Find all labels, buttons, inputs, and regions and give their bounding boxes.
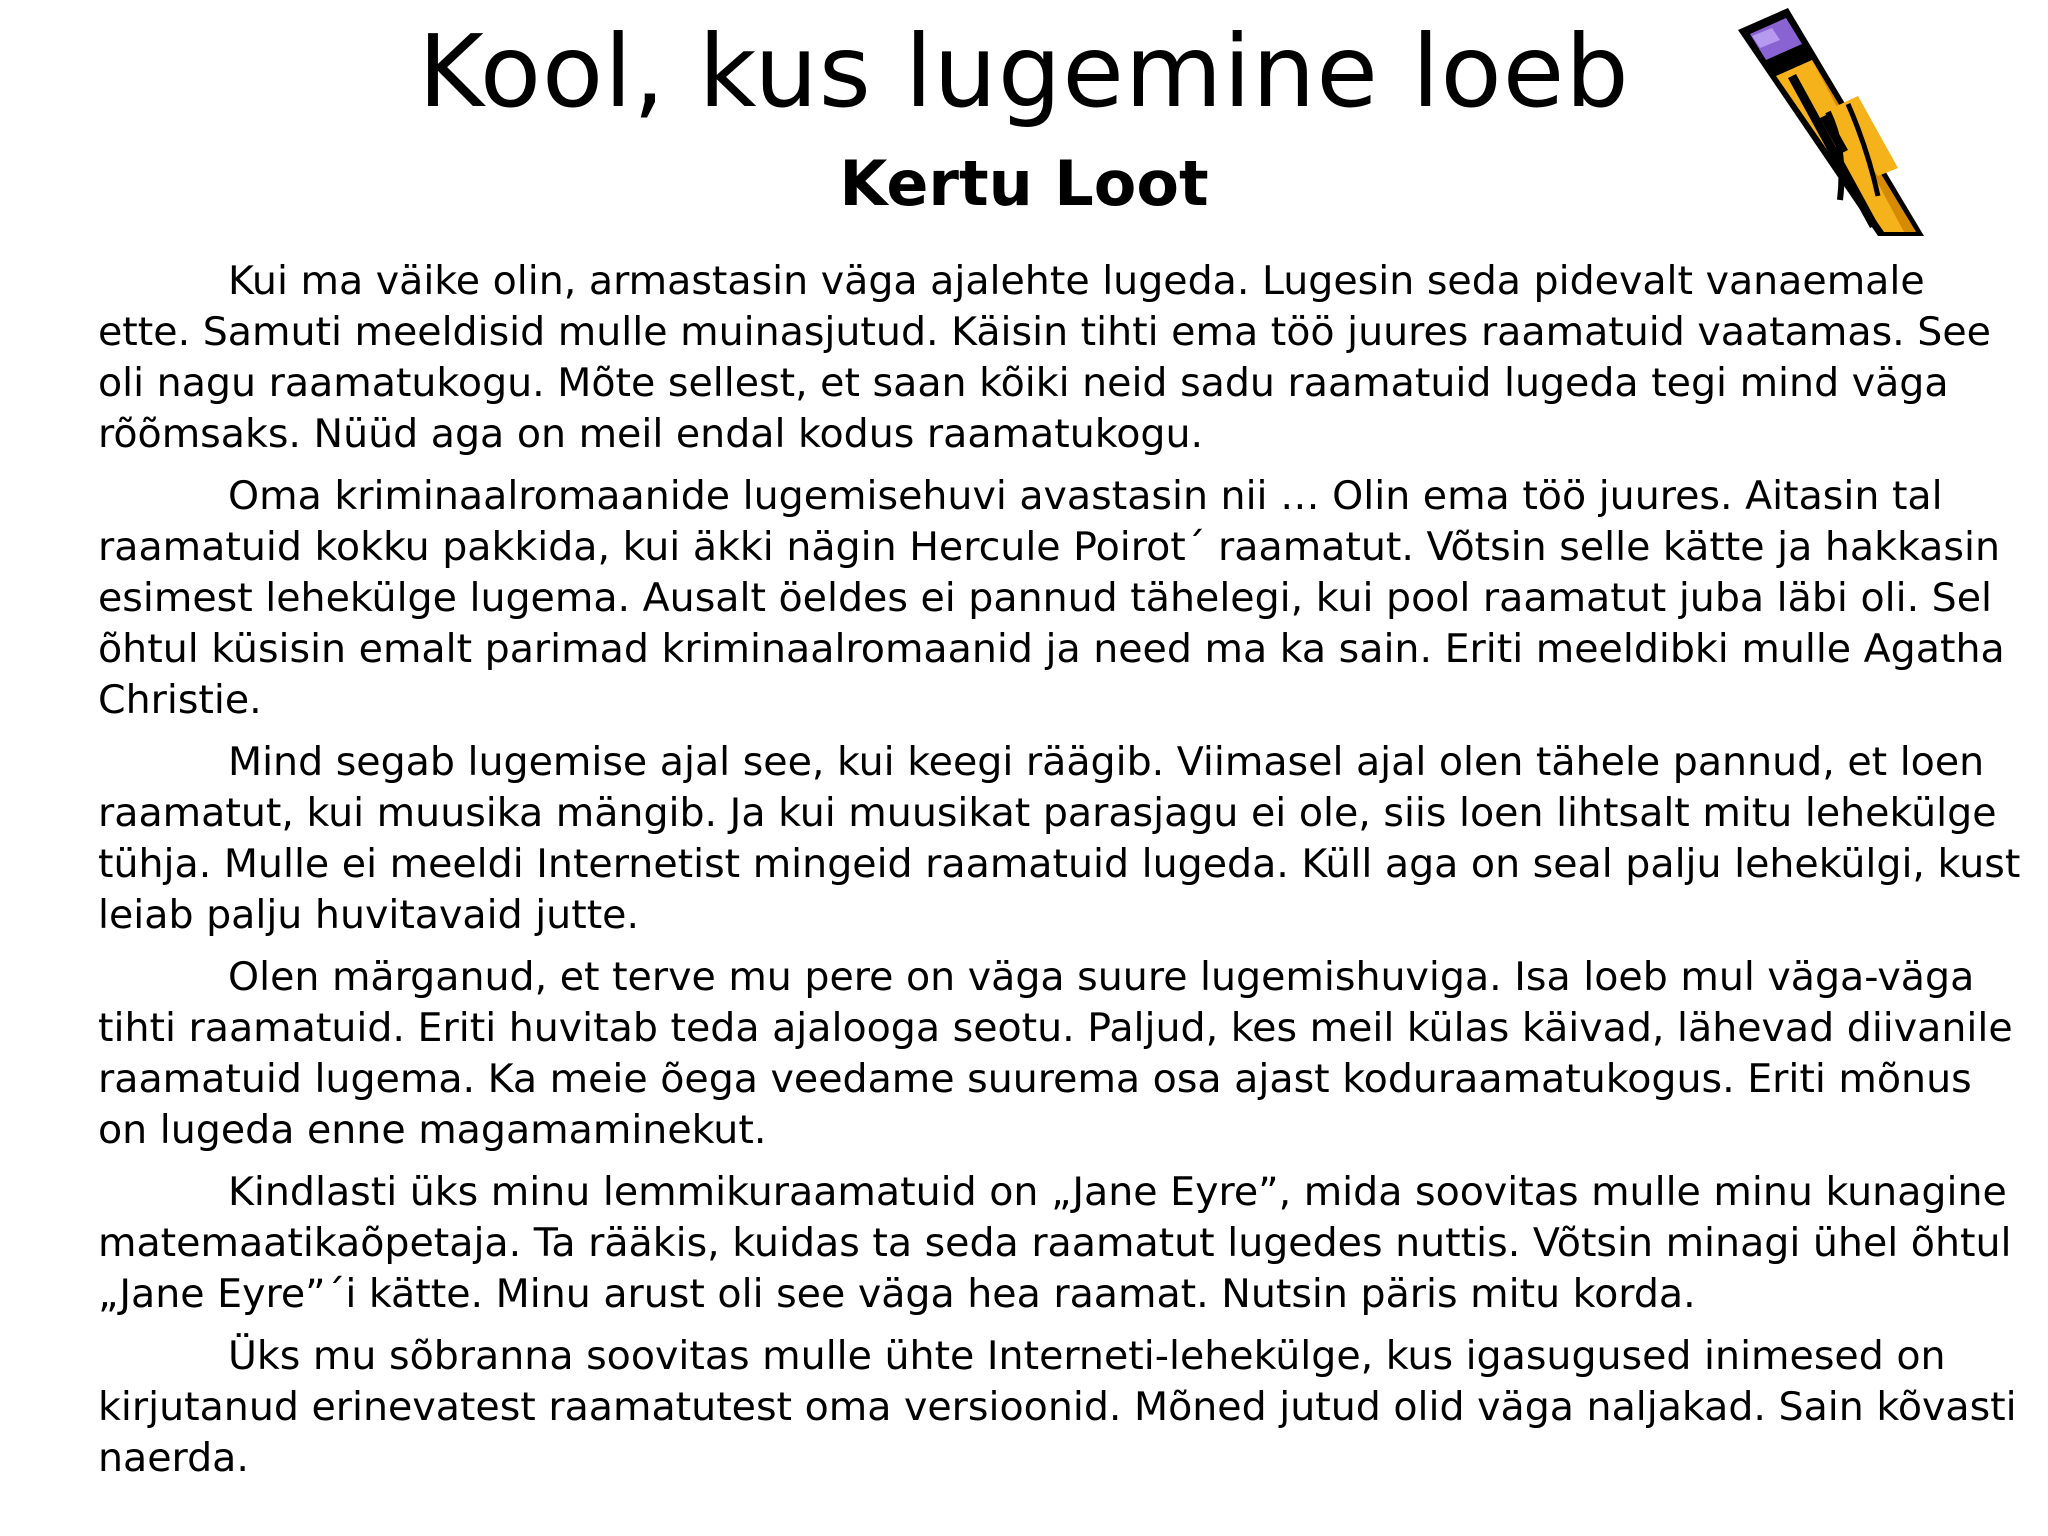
paragraph-6: Üks mu sõbranna soovitas mulle ühte Interneti-lehekülge, kus igasugused inimesed on kirjutanud erinevatest raamatutest oma versioonid. Mõned jutud olid väga naljakad. Sain kõvasti naerda.: [98, 1333, 2017, 1481]
author-name: Kertu Loot: [839, 147, 1209, 220]
paragraph-5: Kindlasti üks minu lemmikuraamatuid on „Jane Eyre”, mida soovitas mulle minu kunagine matemaatikaõpetaja. Ta rääkis, kuidas ta seda raamatut lugedes nuttis. Võtsin minagi ühel õhtul „Jane Eyre”´i kätte. Minu arust oli see väga hea raamat. Nutsin päris mitu korda.: [98, 1169, 2012, 1317]
slide-title: Kool, kus lugemine loeb: [418, 13, 1630, 130]
paragraph-2: Oma kriminaalromaanide lugemisehuvi avastasin nii … Olin ema töö juures. Aitasin tal raamatuid kokku pakkida, kui äkki nägin Hercule Poirot´ raamatut. Võtsin selle kätte ja hakkasin esimest lehekülge lugema. Ausalt öeldes ei pannud tähelegi, kui pool raamatut juba läbi oli. Sel õhtul küsisin emalt parimad kriminaalromaanid ja need ma ka sain. Eriti meeldibki mulle Agatha Christie.: [98, 473, 2005, 723]
paragraph-3: Mind segab lugemise ajal see, kui keegi räägib. Viimasel ajal olen tähele pannud, et loen raamatut, kui muusika mängib. Ja kui muusikat parasjagu ei ole, siis loen lihtsalt mitu lehekülge tühja. Mulle ei meeldi Internetist mingeid raamatuid lugeda. Küll aga on seal palju lehekülgi, kust leiab palju huvitavaid jutte.: [98, 739, 2021, 938]
essay-body: [98, 256, 2028, 1495]
pencil-icon: [1728, 0, 1928, 240]
paragraph-1: Kui ma väike olin, armastasin väga ajalehte lugeda. Lugesin seda pidevalt vanaemale ette. Samuti meeldisid mulle muinasjutud. Käisin tihti ema töö juures raamatuid vaatamas. See oli nagu raamatukogu. Mõte sellest, et saan kõiki neid sadu raamatuid lugeda tegi mind väga rõõmsaks. Nüüd aga on meil endal kodus raamatukogu.: [98, 258, 1991, 457]
paragraph-4: Olen märganud, et terve mu pere on väga suure lugemishuviga. Isa loeb mul väga-väga tihti raamatuid. Eriti huvitab teda ajalooga seotu. Paljud, kes meil külas käivad, lähevad diivanile raamatuid lugema. Ka meie õega veedame suurema osa ajast koduraamatukogus. Eriti mõnus on lugeda enne magamaminekut.: [98, 954, 2013, 1153]
